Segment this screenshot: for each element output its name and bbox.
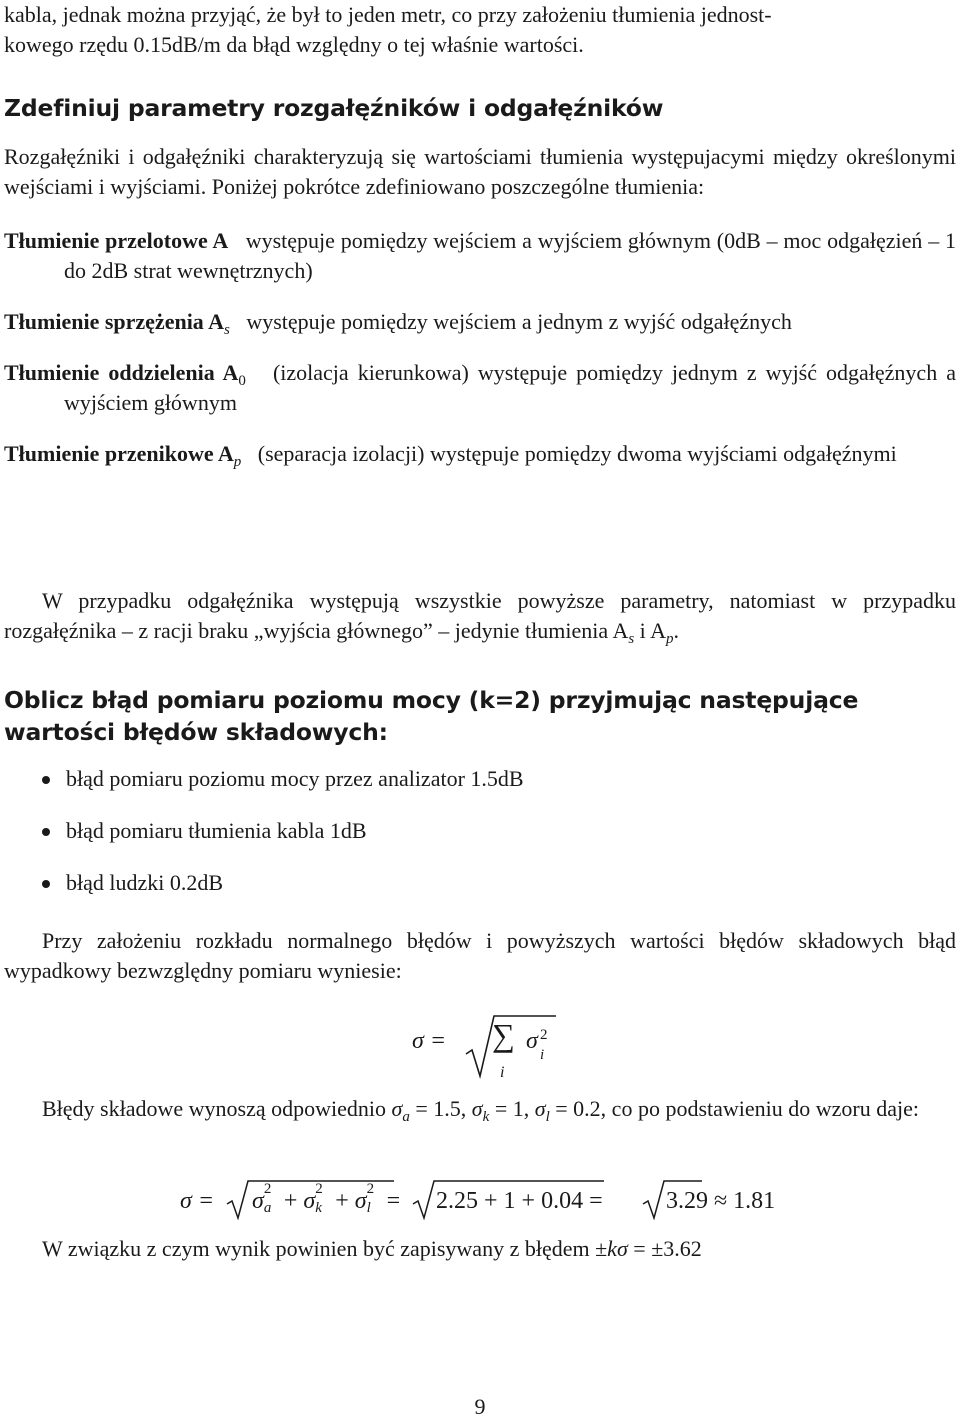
formula-substitution: σ = σ 2 a + σ 2 k + σ 2 l = 2.25 + 1 + 0.04 = 3.29 ≈ 1.81 [180, 1186, 800, 1226]
intro-paragraph [4, 0, 956, 60]
section-title-calculation: Oblicz błąd pomiaru poziomu mocy (k=2) przyjmując następujące wartości błędów składowych: [4, 686, 859, 746]
definition-text: występuje pomiędzy wejściem a jednym z wyjść odgałęźnych [246, 309, 792, 334]
definition-text: (izolacja kierunkowa) występuje pomiędzy jednym z wyjść odgałęźnych a wyjściem głównym [64, 360, 956, 415]
definition-coupling-loss [4, 307, 956, 337]
definition-term: Tłumienie przenikowe $A_p$ [4, 441, 242, 470]
intro-line-2: kowego rzędu 0.15dB/m da błąd względny o tej właśnie wartości. [4, 32, 584, 57]
component-errors-paragraph: Błędy składowe wynoszą odpowiednio $\sigma_a = 1.5$, $\sigma_k = 1$, $\sigma_l = 0.2$, co po podstawieniu do wzoru daje: [42, 1096, 919, 1125]
list-item: błąd ludzki 0.2dB [4, 868, 956, 898]
definition-term: Tłumienie sprzężenia $A_s$ [4, 309, 230, 338]
definition-through-loss [4, 226, 956, 286]
list-item: błąd pomiaru tłumienia kabla 1dB [4, 816, 956, 846]
formula-root-sum-squares: σ = ∑ i σ 2 i [412, 1020, 592, 1090]
definition-term: Tłumienie oddzielenia $A_0$ [4, 360, 246, 389]
definition-isolation-loss [4, 358, 956, 418]
normal-distribution-paragraph: Przy założeniu rozkładu normalnego błędów i powyższych wartości błędów składowych błąd wypadkowy bezwzględny pomiaru wyniesie: [4, 928, 956, 983]
definition-text: (separacja izolacji) występuje pomiędzy dwoma wyjściami odgałęźnymi [257, 441, 897, 466]
section-title-parameters: Zdefiniuj parametry rozgałęźników i odgałęźników [4, 94, 664, 122]
definition-term: Tłumienie przelotowe A [4, 228, 229, 253]
definition-text: występuje pomiędzy wejściem a wyjściem głównym (0dB – moc odgałęzień – 1 do 2dB strat wewnętrznych) [64, 228, 957, 283]
definition-crosstalk-loss [4, 439, 956, 469]
sum-symbol: ∑ [492, 1017, 515, 1053]
section-intro-paragraph: Rozgałęźniki i odgałęźniki charakteryzują się wartościami tłumienia występujacymi między określonymi wejściami i wyjściami. Poniżej pokrótce zdefiniowano poszczególne tłumienia: [4, 144, 956, 199]
bullet-icon [42, 828, 50, 836]
definition-list [4, 226, 956, 469]
result-paragraph: W związku z czym wynik powinien być zapisywany z błędem ±kσ = ±3.62 [42, 1236, 702, 1261]
splitter-paragraph: W przypadku odgałęźnika występują wszystkie powyższe parametry, natomiast w przypadku rozgałęźnika – z racji braku „wyjścia głównego” – jedynie tłumienia $A_s$ i $A_p$. [4, 588, 956, 647]
bullet-icon [42, 776, 50, 784]
error-components-list [4, 764, 956, 898]
page-number: 9 [474, 1394, 486, 1419]
bullet-icon [42, 880, 50, 888]
list-item: błąd pomiaru poziomu mocy przez analizator 1.5dB [4, 764, 956, 794]
sum-index: i [500, 1064, 505, 1081]
intro-line-1: kabla, jednak można przyjąć, że był to jeden metr, co przy założeniu tłumienia jednost- [4, 2, 772, 27]
